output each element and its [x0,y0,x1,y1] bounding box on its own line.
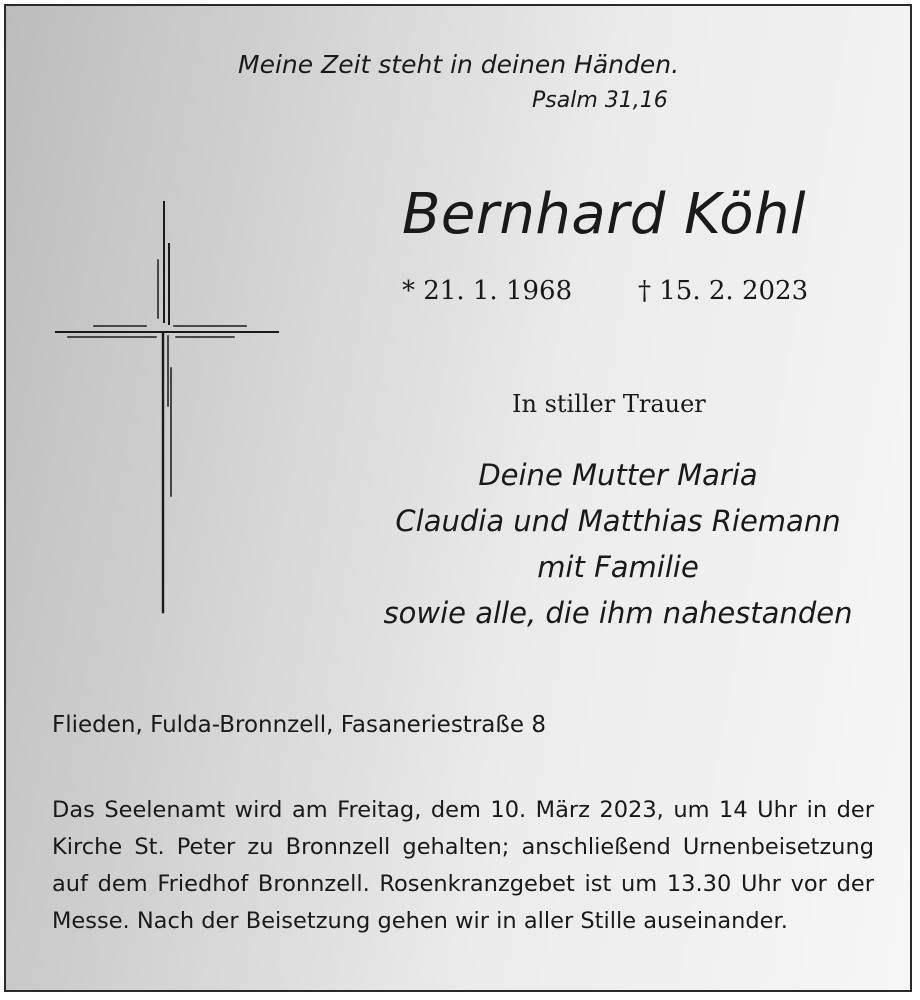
mourner-line: Deine Mutter Maria [478,458,758,492]
life-dates [402,276,809,306]
birth-date: * 21. 1. 1968 [402,276,573,306]
funeral-notice: Das Seelenamt wird am Freitag, dem 10. März 2023, um 14 Uhr in der Kirche St. Peter zu Bronnzell gehalten; anschließend Urnenbeisetzung auf dem Friedhof Bronnzell. Rosenkranzgebet ist um 13.30 Uhr vor der Messe. Nach der Beisetzung gehen wir in aller Stille auseinander. [52,797,874,934]
mourners-list [362,452,874,636]
cross-icon [50,196,290,626]
obituary-card [4,4,912,992]
mourner-line: Claudia und Matthias Riemann [395,504,841,538]
mourner-line: mit Familie [537,550,699,584]
mourning-intro: In stiller Trauer [512,390,706,418]
family-address: Flieden, Fulda-Bronnzell, Fasaneriestraße 8 [52,712,546,738]
psalm-quote: Meine Zeit steht in deinen Händen. [238,50,680,79]
death-date: † 15. 2. 2023 [638,276,809,306]
deceased-name: Bernhard Köhl [402,182,807,247]
psalm-reference: Psalm 31,16 [532,88,668,113]
mourner-line: sowie alle, die ihm nahestanden [383,596,853,630]
